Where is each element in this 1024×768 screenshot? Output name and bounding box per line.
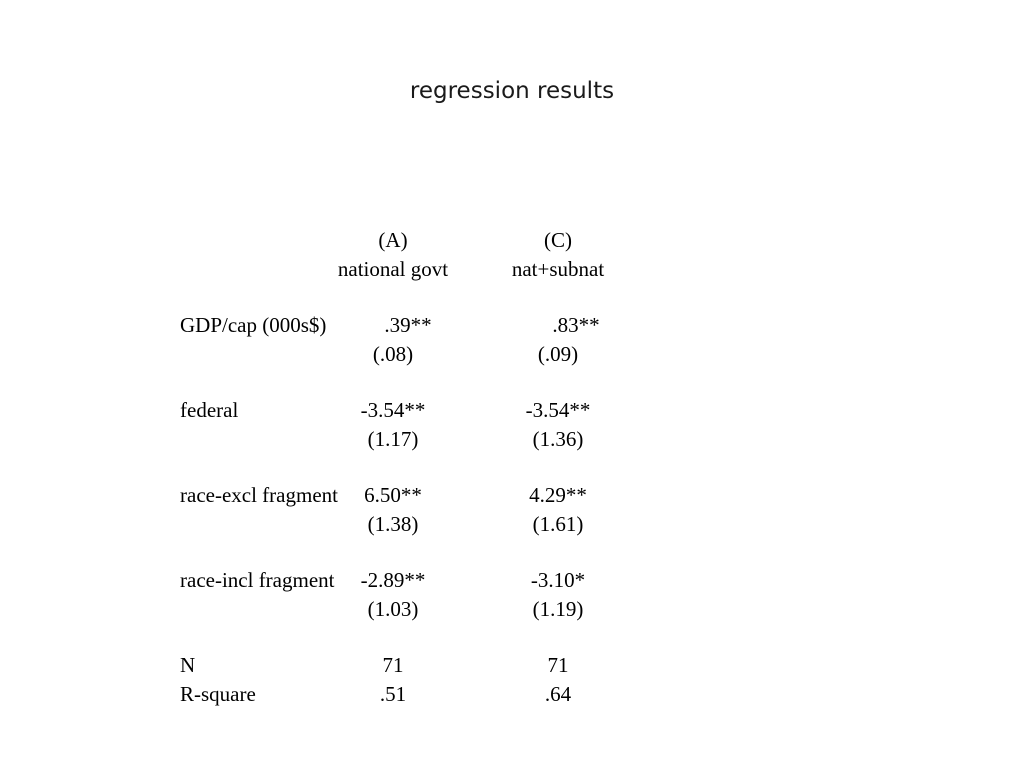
se-c: (1.61) — [532, 511, 584, 536]
column-a-sublabel: national govt — [337, 256, 449, 281]
stat-a: 71 — [382, 653, 404, 677]
se-a: (.08) — [372, 341, 414, 366]
table-row — [180, 396, 740, 425]
se-a: (1.38) — [367, 511, 419, 536]
coef-a: -2.89** — [360, 568, 426, 592]
column-a-label: (A) — [378, 228, 408, 252]
stat-a: .51 — [379, 681, 407, 706]
row-label: GDP/cap (000s$) — [180, 313, 327, 337]
stat-c: .64 — [544, 681, 572, 706]
table-row-se — [180, 595, 740, 624]
row-label: federal — [180, 398, 239, 422]
column-subheader-row — [180, 255, 740, 284]
se-a: (1.17) — [367, 426, 419, 451]
stat-label: R-square — [180, 681, 256, 706]
se-c: (.09) — [537, 341, 579, 366]
coef-a: .39** — [384, 313, 432, 337]
column-c-label: (C) — [544, 228, 572, 252]
stat-c: 71 — [547, 653, 569, 677]
stat-label: N — [180, 653, 196, 677]
table-row — [180, 481, 740, 510]
coef-a: 6.50** — [364, 483, 422, 507]
table-row-se — [180, 340, 740, 369]
column-c-sublabel: nat+subnat — [511, 256, 605, 281]
se-c: (1.19) — [532, 596, 584, 621]
row-label: race-incl fragment — [180, 568, 335, 592]
stat-row-rsquare — [180, 680, 740, 709]
coef-c: .83** — [552, 313, 600, 337]
stat-row-n — [180, 651, 740, 680]
coef-a: -3.54** — [360, 398, 426, 422]
table-row-se — [180, 510, 740, 539]
se-a: (1.03) — [367, 596, 419, 621]
row-label: race-excl fragment — [180, 483, 338, 507]
slide-title: regression results — [409, 78, 615, 104]
coef-c: 4.29** — [529, 483, 587, 507]
coef-c: -3.10* — [530, 568, 586, 592]
coef-c: -3.54** — [525, 398, 591, 422]
se-c: (1.36) — [532, 426, 584, 451]
table-row — [180, 566, 740, 595]
regression-table — [180, 226, 740, 708]
table-row — [180, 311, 740, 340]
table-row-se — [180, 425, 740, 454]
column-header-row — [180, 226, 740, 255]
